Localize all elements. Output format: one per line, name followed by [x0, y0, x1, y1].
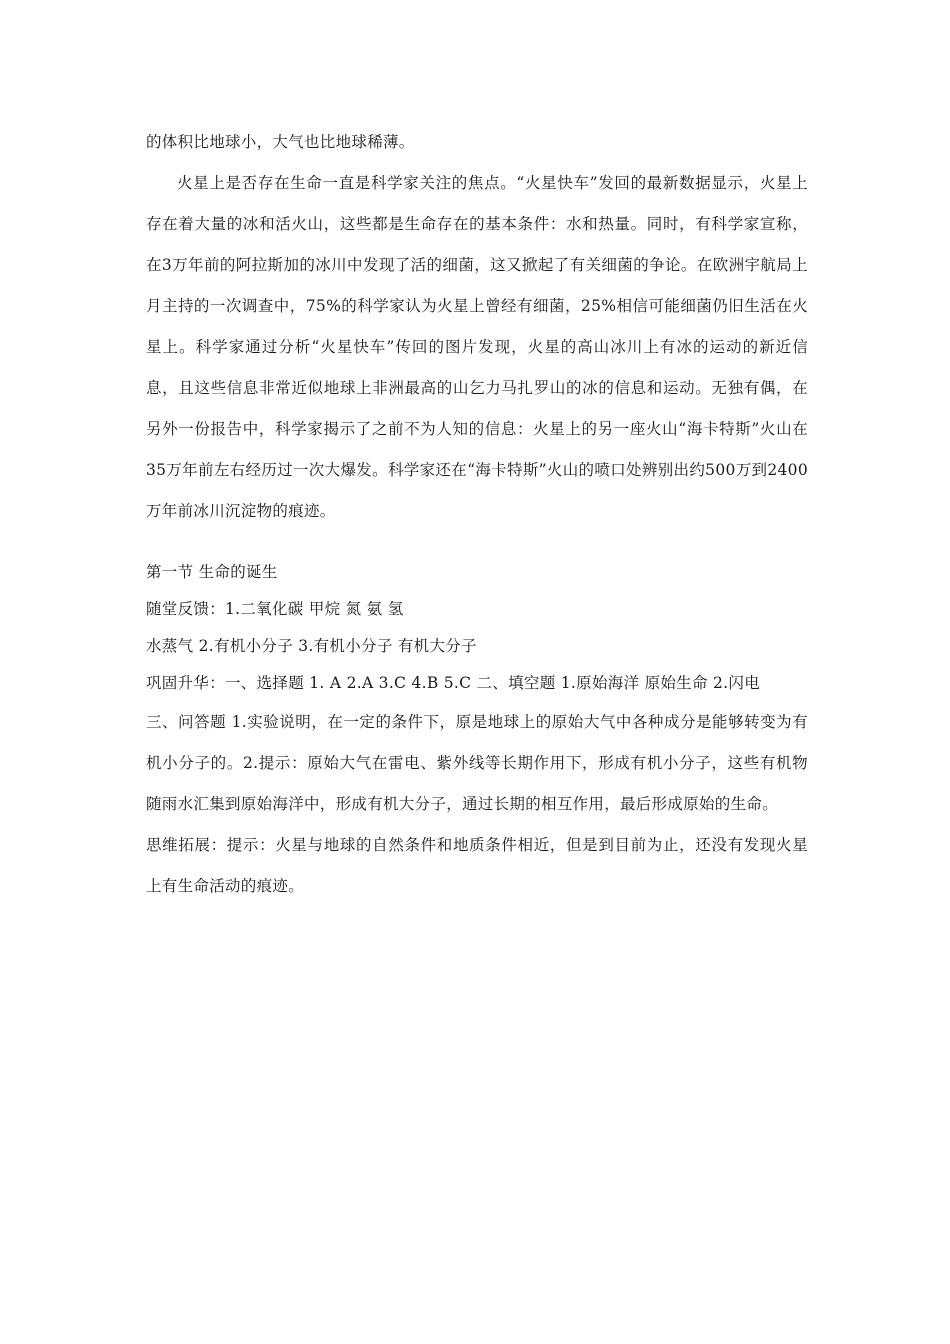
classroom-feedback-line-1: 随堂反馈：1.二氧化碳 甲烷 氮 氨 氢 [146, 600, 404, 618]
paragraph-gap [146, 532, 808, 554]
classroom-feedback-line-2: 水蒸气 2.有机小分子 3.有机小分子 有机大分子 [146, 637, 477, 655]
section-title: 第一节 生命的诞生 [146, 563, 278, 581]
thinking-extension: 思维拓展：提示：火星与地球的自然条件和地质条件相近，但是到目前为止，还没有发现火星上有生命活动的痕迹。 [146, 836, 808, 895]
passage-continuation: 的体积比地球小，大气也比地球稀薄。 [146, 133, 415, 151]
passage-paragraph: 火星上是否存在生命一直是科学家关注的焦点。“火星快车”发回的最新数据显示，火星上存在着大量的冰和活火山，这些都是生命存在的基本条件：水和热量。同时，有科学家宣称，在3万年前的阿拉斯加的冰川中发现了活的细菌，这又掀起了有关细菌的争论。在欧洲宇航局上月主持的一次调查中，75%的科学家认为火星上曾经有细菌，25%相信可能细菌仍旧生活在火星上。科学家通过分析“火星快车”传回的图片发现，火星的高山冰川上有冰的运动的新近信息，且这些信息非常近似地球上非洲最高的山乞力马扎罗山的冰的信息和运动。无独有偶，在另外一份报告中，科学家揭示了之前不为人知的信息：火星上的另一座火山“海卡特斯”火山在35万年前左右经历过一次大爆发。科学家还在“海卡特斯”火山的喷口处辨别出约500万到2400万年前冰川沉淀物的痕迹。 [146, 174, 808, 520]
document-page [146, 122, 808, 907]
consolidation-qa: 三、问答题 1.实验说明，在一定的条件下，原是地球上的原始大气中各种成分是能够转变为有机小分子的。2.提示：原始大气在雷电、紫外线等长期作用下，形成有机小分子，这些有机物随雨水汇集到原始海洋中，形成有机大分子，通过长期的相互作用，最后形成原始的生命。 [146, 713, 808, 813]
consolidation-line: 巩固升华：一、选择题 1. A 2.A 3.C 4.B 5.C 二、填空题 1.原始海洋 原始生命 2.闪电 [146, 674, 760, 692]
